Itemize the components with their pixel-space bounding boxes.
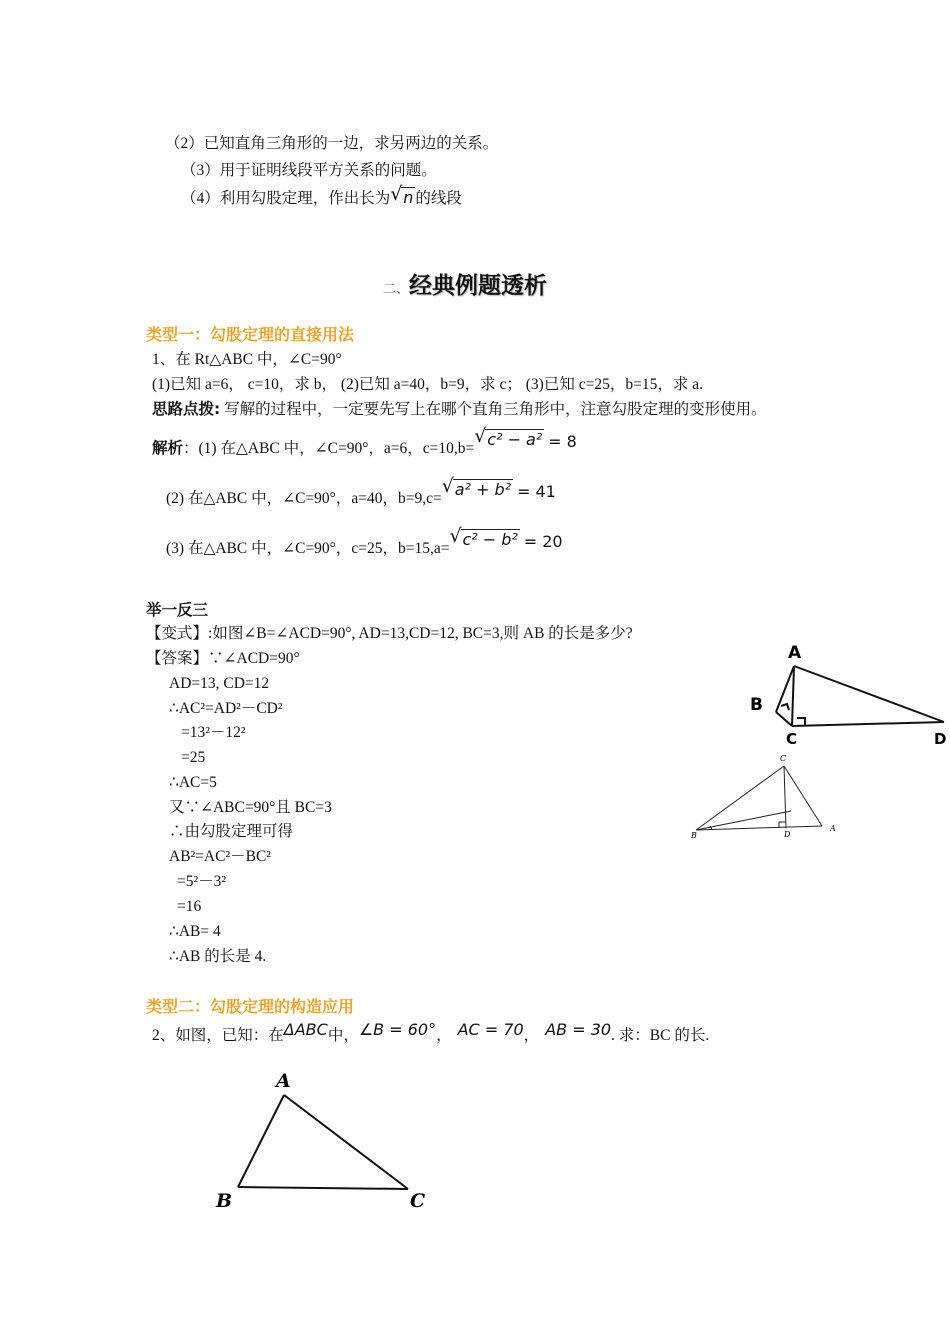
solution-3 <box>166 525 563 559</box>
sqrt-c2-a2: √ c² − a² <box>474 425 543 449</box>
fig3-label-c: C <box>410 1190 426 1212</box>
intro-item-4-pre: （4）利用勾股定理，作出长为 <box>181 190 391 207</box>
figure-2 <box>688 750 848 846</box>
answer-line: AD=13, CD=12 <box>169 675 270 692</box>
variant-label: 【变式】 <box>146 625 209 642</box>
q2-ab: AB = 30 <box>545 1020 612 1039</box>
answer-line: =25 <box>181 749 206 766</box>
answer-line: ∴AB= 4 <box>169 923 221 940</box>
fig1-label-b: B <box>750 695 763 715</box>
variant-text: :如图∠B=∠ACD=90°, AD=13,CD=12, BC=3,则 AB 的长是多少? <box>208 625 633 642</box>
fig2-label-c: C <box>780 754 787 763</box>
answer-line: ∴AC²=AD²－CD² <box>169 700 283 717</box>
q2-triangle: ΔABC <box>283 1020 328 1039</box>
answer-line: ∴AC=5 <box>169 774 217 791</box>
fig2-label-a: A <box>830 824 836 833</box>
fig2-label-b: B <box>691 831 697 840</box>
solution-1-result: = 8 <box>548 432 577 451</box>
solution-1-text: ：(1) 在△ABC 中，∠C=90°，a=6，c=10,b= <box>183 440 475 457</box>
intro-item-4-post: 的线段 <box>415 190 462 207</box>
q2-angle: ∠B = 60° <box>358 1020 437 1039</box>
q2-ac: AC = 70 <box>457 1020 524 1039</box>
variant-question <box>146 624 633 644</box>
hint-text: 写解的过程中，一定要先写上在哪个直角三角形中，注意勾股定理的变形使用。 <box>220 401 767 418</box>
answer-line: =13²－12² <box>181 724 246 741</box>
q2-mid: 中， <box>327 1027 359 1044</box>
answer-first-line: ∵∠ACD=90° <box>208 650 300 667</box>
fig3-label-b: B <box>216 1190 233 1212</box>
section-number: 二、 <box>383 281 410 296</box>
q1-stem: 1、在 Rt△ABC 中，∠C=90° <box>152 351 342 368</box>
sqrt-n: √ n <box>390 183 414 207</box>
answer-first <box>146 649 300 669</box>
intro-item-2: （2）已知直角三角形的一边，求另两边的关系。 <box>165 135 499 152</box>
fig1-label-c: C <box>786 730 798 748</box>
figure-1 <box>748 638 948 748</box>
fig3-label-a: A <box>276 1070 291 1092</box>
q2-comma-2: ， <box>523 1027 540 1044</box>
answer-line: ∴AB 的长是 4. <box>169 948 267 965</box>
solution-3-result: = 20 <box>523 532 563 551</box>
intro-item-4 <box>181 183 462 209</box>
solution-2-text: (2) 在△ABC 中，∠C=90°，a=40，b=9,c= <box>166 490 442 507</box>
q2-comma-1: ， <box>436 1027 452 1044</box>
fig1-label-d: D <box>934 730 947 748</box>
fig2-label-d: D <box>784 830 791 839</box>
fig1-label-a: A <box>788 643 802 663</box>
answer-line: =5²－3² <box>177 873 227 890</box>
answer-label: 【答案】 <box>146 650 209 667</box>
answer-line: ∴由勾股定理可得 <box>169 823 294 840</box>
sqrt-c2-b2: √ c² − b² <box>449 525 518 549</box>
answer-line: =16 <box>177 898 202 915</box>
section-title: 经典例题透析 <box>409 273 548 299</box>
solution-3-text: (3) 在△ABC 中，∠C=90°，c=25，b=15,a= <box>166 540 450 557</box>
type2-heading: 类型二：勾股定理的构造应用 <box>146 997 355 1016</box>
answer-line: AB²=AC²－BC² <box>169 848 271 865</box>
solution-1 <box>152 425 577 459</box>
practice-heading: 举一反三 <box>146 601 209 619</box>
sqrt-a2-b2: √ a² + b² <box>441 475 512 499</box>
type1-heading: 类型一：勾股定理的直接用法 <box>146 325 355 344</box>
solution-label: 解析 <box>152 439 184 457</box>
q2-pre: 2、如图，已知：在 <box>152 1027 284 1044</box>
solution-2-result: = 41 <box>517 482 556 501</box>
figure-3 <box>210 1065 440 1215</box>
solution-2 <box>166 475 556 509</box>
hint-label: 思路点拨: <box>152 400 221 418</box>
section-heading <box>383 272 547 303</box>
intro-item-3: （3）用于证明线段平方关系的问题。 <box>181 162 437 179</box>
q1-parts: (1)已知 a=6， c=10，求 b， (2)已知 a=40，b=9，求 c； (3)已知 c=25，b=15，求 a. <box>152 376 703 393</box>
q2 <box>152 1020 710 1046</box>
answer-line: 又∵∠ABC=90°且 BC=3 <box>169 799 332 816</box>
hint <box>152 399 767 420</box>
q2-end: . 求：BC 的长. <box>611 1027 710 1044</box>
